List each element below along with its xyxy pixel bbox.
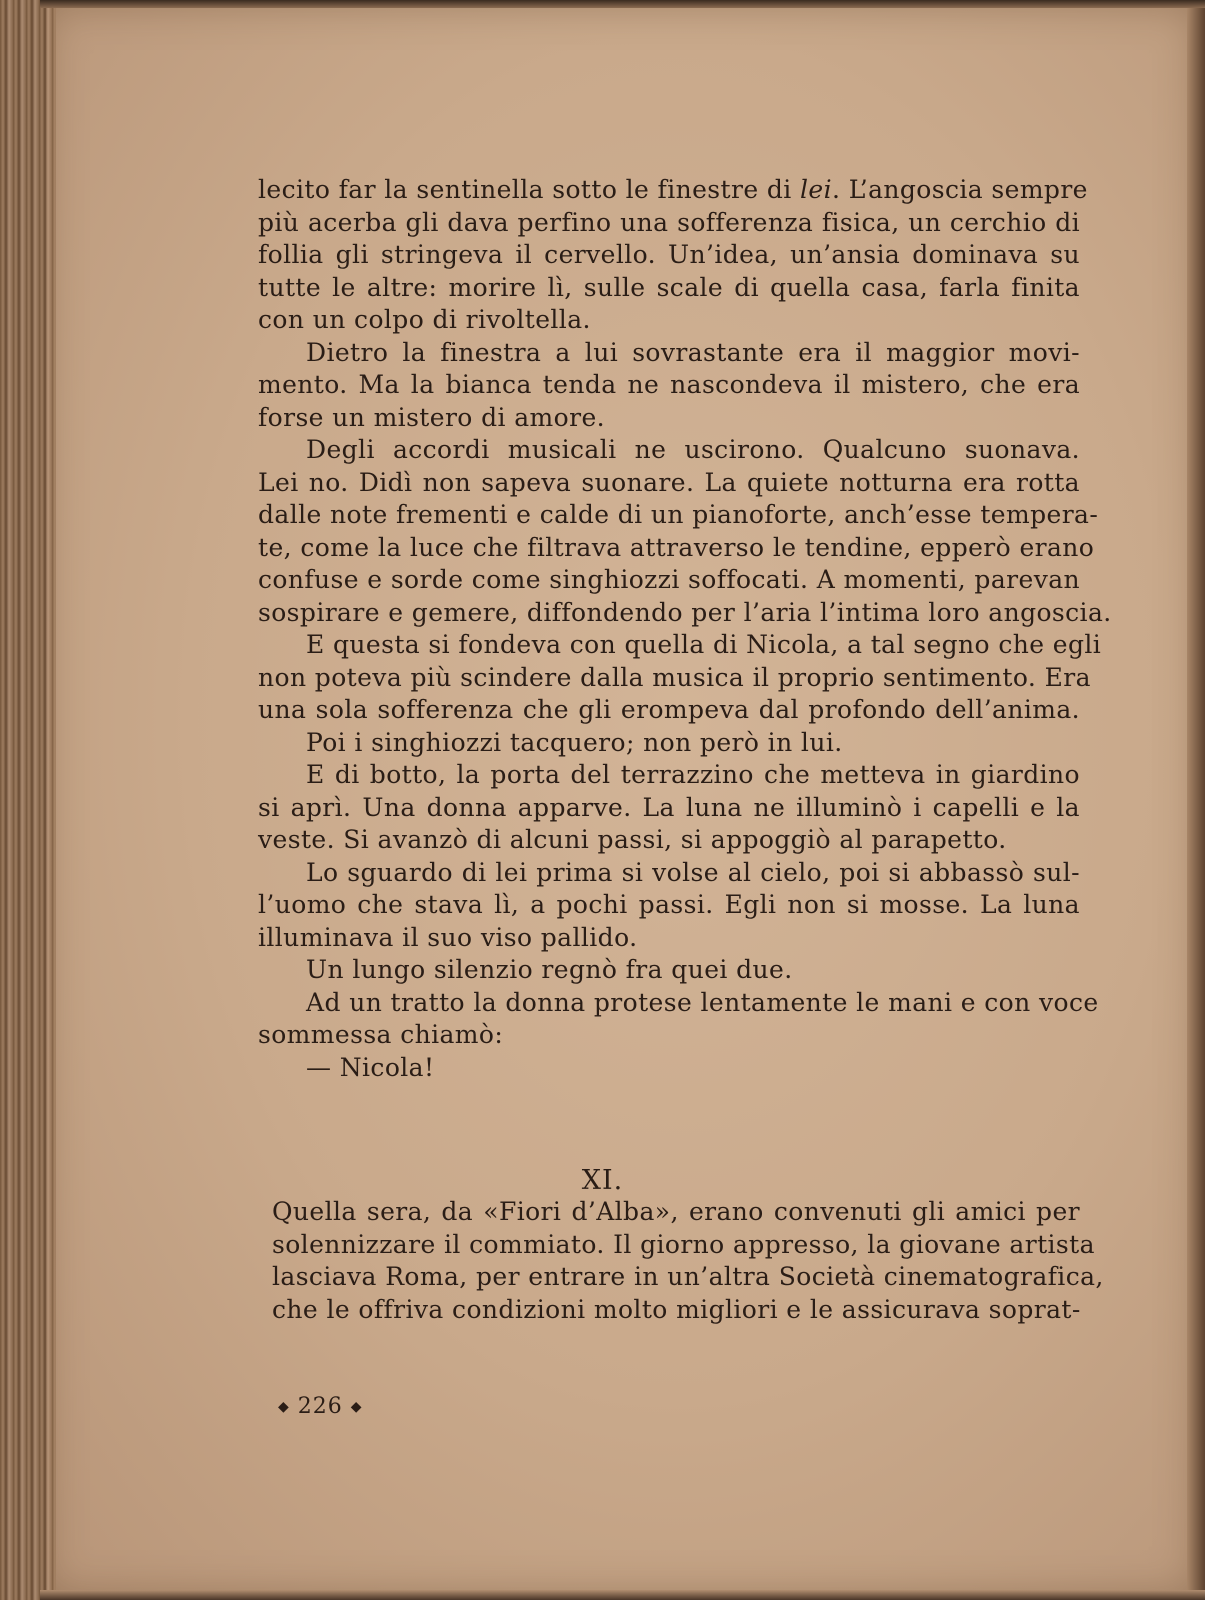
text-line: forse un mistero di amore. [258,402,605,432]
text-line: sommessa chiamò: [258,1020,504,1049]
page-number [278,1394,363,1419]
text-line: più acerba gli dava perfino una sofferenza fisica, un cerchio di [258,207,1080,237]
text-line: illuminava il suo viso pallido. [258,922,638,952]
text-line: l’uomo che stava lì, a pochi passi. Egli non si mosse. La luna [258,890,1080,919]
page-number-value: 226 [297,1394,343,1419]
text-line: E questa si fondeva con quella di Nicola, a tal segno che egli [306,630,1102,659]
text-line: Quella sera, da «Fiori d’Alba», erano convenuti gli amici per [272,1197,1080,1226]
text-line: — Nicola! [306,1052,435,1082]
text-line: Poi i singhiozzi tacquero; non però in lui. [306,727,843,757]
text-line: Lo sguardo di lei prima si volse al cielo, poi si abbassò sul- [306,857,1080,887]
text-line: con un colpo di rivoltella. [258,305,591,334]
diamond-icon-right: ◆ [350,1399,363,1415]
page-right-edge [1187,0,1205,1600]
text-line: mento. Ma la bianca tenda ne nascondeva il mistero, che era [258,370,1080,399]
book-spine-edge [0,0,56,1600]
page-bottom-edge [40,1590,1205,1600]
text-line: solennizzare il commiato. Il giorno appresso, la giovane artista [272,1229,1095,1259]
body-text [258,174,1112,1084]
text-line: che le offriva condizioni molto migliori e le assicurava soprat- [272,1294,1081,1324]
text-line: tutte le altre: morire lì, sulle scale di quella casa, farla finita [258,272,1080,302]
chapter-heading: XI. [581,1165,624,1196]
text-line: sospirare e gemere, diffondendo per l’aria l’intima loro angoscia. [258,597,1112,627]
text-line: dalle note frementi e calde di un pianoforte, anch’esse tempera- [258,500,1099,529]
text-line: Lei no. Didì non sapeva suonare. La quiete notturna era rotta [258,467,1080,497]
text-line: follia gli stringeva il cervello. Un’idea, un’ansia dominava su [258,240,1080,269]
chapter-text [272,1196,1104,1326]
text-line: E di botto, la porta del terrazzino che metteva in giardino [306,760,1080,789]
diamond-icon-left: ◆ [278,1399,290,1415]
text-line: lecito far la sentinella sotto le finestre di lei. L’angoscia sempre [258,175,1088,204]
text-line: Un lungo silenzio regnò fra quei due. [306,955,793,984]
page-top-edge [40,0,1205,8]
text-line: Degli accordi musicali ne uscirono. Qualcuno suonava. [306,435,1080,464]
text-line: non poteva più scindere dalla musica il proprio sentimento. Era [258,662,1091,692]
text-line: Dietro la finestra a lui sovrastante era il maggior movi- [306,337,1080,367]
text-line: una sola sofferenza che gli erompeva dal profondo dell’anima. [258,695,1080,724]
text-line: te, come la luce che filtrava attraverso le tendine, epperò erano [258,532,1095,562]
text-line: lasciava Roma, per entrare in un’altra Società cinematografica, [272,1262,1104,1291]
text-line: si aprì. Una donna apparve. La luna ne illuminò i capelli e la [258,792,1080,822]
text-line: confuse e sorde come singhiozzi soffocati. A momenti, parevan [258,565,1081,594]
text-line: veste. Si avanzò di alcuni passi, si appoggiò al parapetto. [258,825,1007,854]
text-line: Ad un tratto la donna protese lentamente le mani e con voce [306,987,1099,1017]
